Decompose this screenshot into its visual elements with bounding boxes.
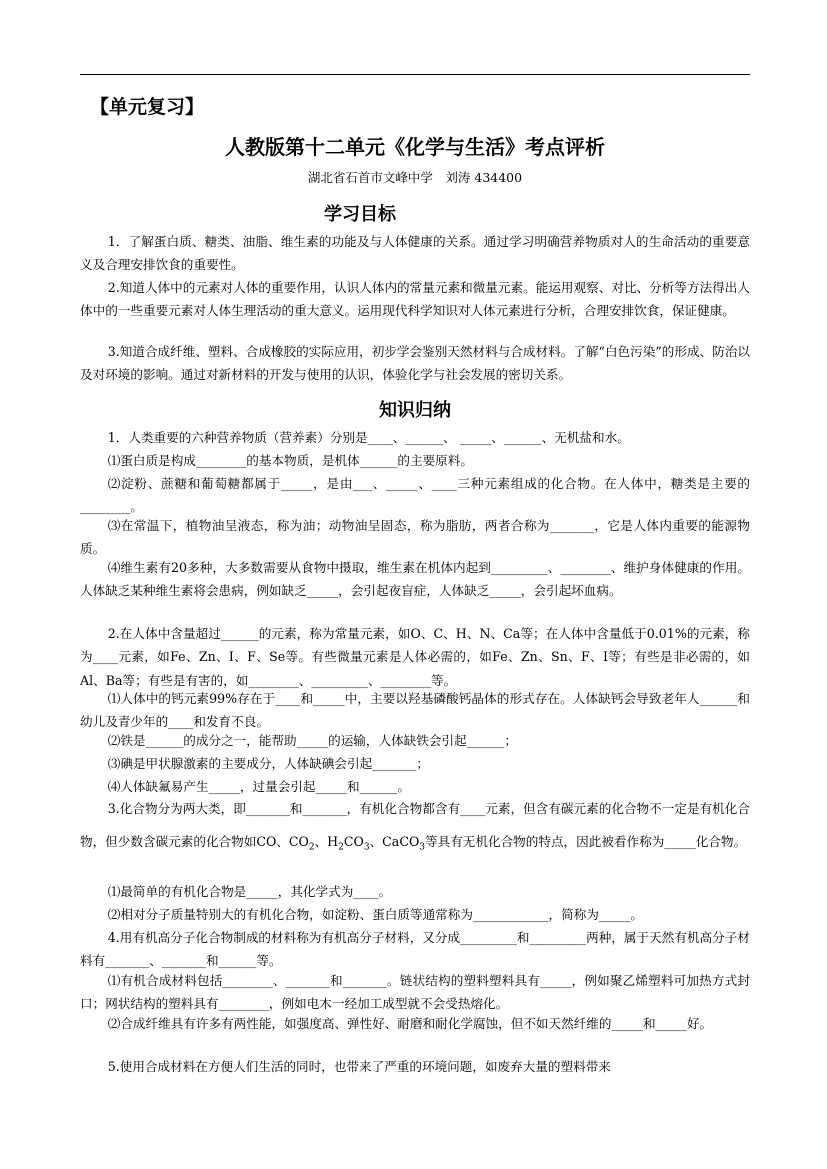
goal-item-1: 1．了解蛋白质、糖类、油脂、维生素的功能及与人体健康的关系。通过学习明确营养物质对人的生命活动的重要意义及合理安排饮食的重要性。: [80, 234, 750, 273]
knowledge-p2: 2.在人体中含量超过______的元素，称为常量元素，如O、C、H、N、Ca等；在人体中含量低于0.01%的元素，称为____元素，如Fe、Zn、I、F、Se等。有些微量元素是人体必需的，如Fe、Zn、Sn、F、I等；有些是非必需的，如Al、Ba等；有些是有害的，如________、_________、________等。: [80, 626, 750, 688]
knowledge-p2-2: ⑵铁是______的成分之一，能帮助_____的运输，人体缺铁会引起______；: [107, 733, 518, 748]
knowledge-p3-sub-co2: 2: [308, 842, 315, 853]
goals-heading: 学习目标: [324, 204, 396, 225]
knowledge-p3-text-e: 等具有无机化合物的特点，因此被看作称为_____化合物。: [425, 834, 747, 849]
goal-item-3: 3.知道合成纤维、塑料、合成橡胶的实际应用，初步学会鉴别天然材料与合成材料。了解“白色污染”的形成、防治以及对环境的影响。通过对新材料的开发与使用的认识，体验化学与社会发展的密切关系。: [80, 344, 750, 383]
knowledge-p3-1: ⑴最简单的有机化合物是_____，其化学式为____。: [107, 884, 392, 899]
page-title: 人教版第十二单元《化学与生活》考点评析: [225, 135, 605, 159]
knowledge-p3-sub-caco3: 3: [419, 842, 426, 853]
knowledge-p3-text-d: 、CaCO: [369, 834, 420, 849]
knowledge-p3-sub-co3: 3: [363, 842, 370, 853]
goal-item-2: 2.知道人体中的元素对人体的重要作用，认识人体内的常量元素和微量元素。能运用观察、对比、分析等方法得出人体中的一些重要元素对人体生理活动的重大意义。运用现代科学知识对人体元素进行分析，合理安排饮食，保证健康。: [80, 280, 750, 319]
header-rule: [80, 74, 750, 75]
knowledge-p2-1: ⑴人体中的钙元素99%存在于____和_____中，主要以羟基磷酸钙晶体的形式存在。人体缺钙会导致老年人______和幼儿及青少年的____和发育不良。: [80, 691, 750, 730]
knowledge-p1-3: ⑶在常温下，植物油呈液态，称为油；动物油呈固态，称为脂肪，两者合称为_______，它是人体内重要的能源物质。: [80, 518, 750, 557]
knowledge-p4-1: ⑴有机合成材料包括________、_______和_______。链状结构的塑料塑料具有_____，例如聚乙烯塑料可加热方式封口；网状结构的塑料具有________，例如电木一经加工成型就不会受热熔化。: [80, 973, 750, 1012]
knowledge-heading: 知识归纳: [379, 400, 451, 421]
knowledge-p1: 1．人类重要的六种营养物质（营养素）分别是____、______、 _____、______、无机盐和水。: [107, 430, 630, 445]
knowledge-p3-text-a: 3.化合物分为两大类，即_______和_______，有机化合物都含有____元素，但含有碳元素的化合物不一定是有机化合物，但少数含碳元素的化合物如CO、CO: [80, 801, 750, 849]
knowledge-p3-2: ⑵相对分子质量特别大的有机化合物，如淀粉、蛋白质等通常称为____________，简称为_____。: [107, 907, 643, 922]
section-tag: 【单元复习】: [90, 96, 205, 118]
knowledge-p4: 4.用有机高分子化合物制成的材料称为有机高分子材料，又分成_________和_________两种，属于天然有机高分子材料有_______、_______和______等。: [80, 930, 750, 969]
knowledge-p1-2: ⑵淀粉、蔗糖和葡萄糖都属于_____，是由___、_____、____三种元素组成的化合物。在人体中，糖类是主要的________。: [80, 476, 750, 515]
knowledge-p3-text-b: 、H: [314, 834, 339, 849]
knowledge-p1-4: ⑷维生素有20多种，大多数需要从食物中摄取，维生素在机体内起到_________、________、维护身体健康的作用。人体缺乏某种维生素将会患病，例如缺乏_____，会引起夜盲症，人体缺乏_____，会引起坏血病。: [80, 560, 750, 599]
knowledge-p1-1: ⑴蛋白质是构成________的基本物质，是机体______的主要原料。: [107, 453, 473, 468]
knowledge-p3-text-c: CO: [343, 834, 364, 849]
knowledge-p2-4: ⑷人体缺氟易产生_____，过量会引起_____和______。: [107, 779, 410, 794]
knowledge-p3: [80, 792, 750, 858]
knowledge-p3-sub-h2: 2: [338, 842, 344, 853]
author-line: 湖北省石首市文峰中学 刘涛 434400: [307, 170, 523, 185]
knowledge-p4-2: ⑵合成纤维具有许多有两性能，如强度高、弹性好、耐磨和耐化学腐蚀，但不如天然纤维的_____和_____好。: [107, 1016, 713, 1031]
knowledge-p2-3: ⑶碘是甲状腺激素的主要成分，人体缺碘会引起_______；: [107, 756, 429, 771]
knowledge-p5: 5.使用合成材料在方便人们生活的同时，也带来了严重的环境问题，如废弃大量的塑料带来: [107, 1059, 611, 1074]
